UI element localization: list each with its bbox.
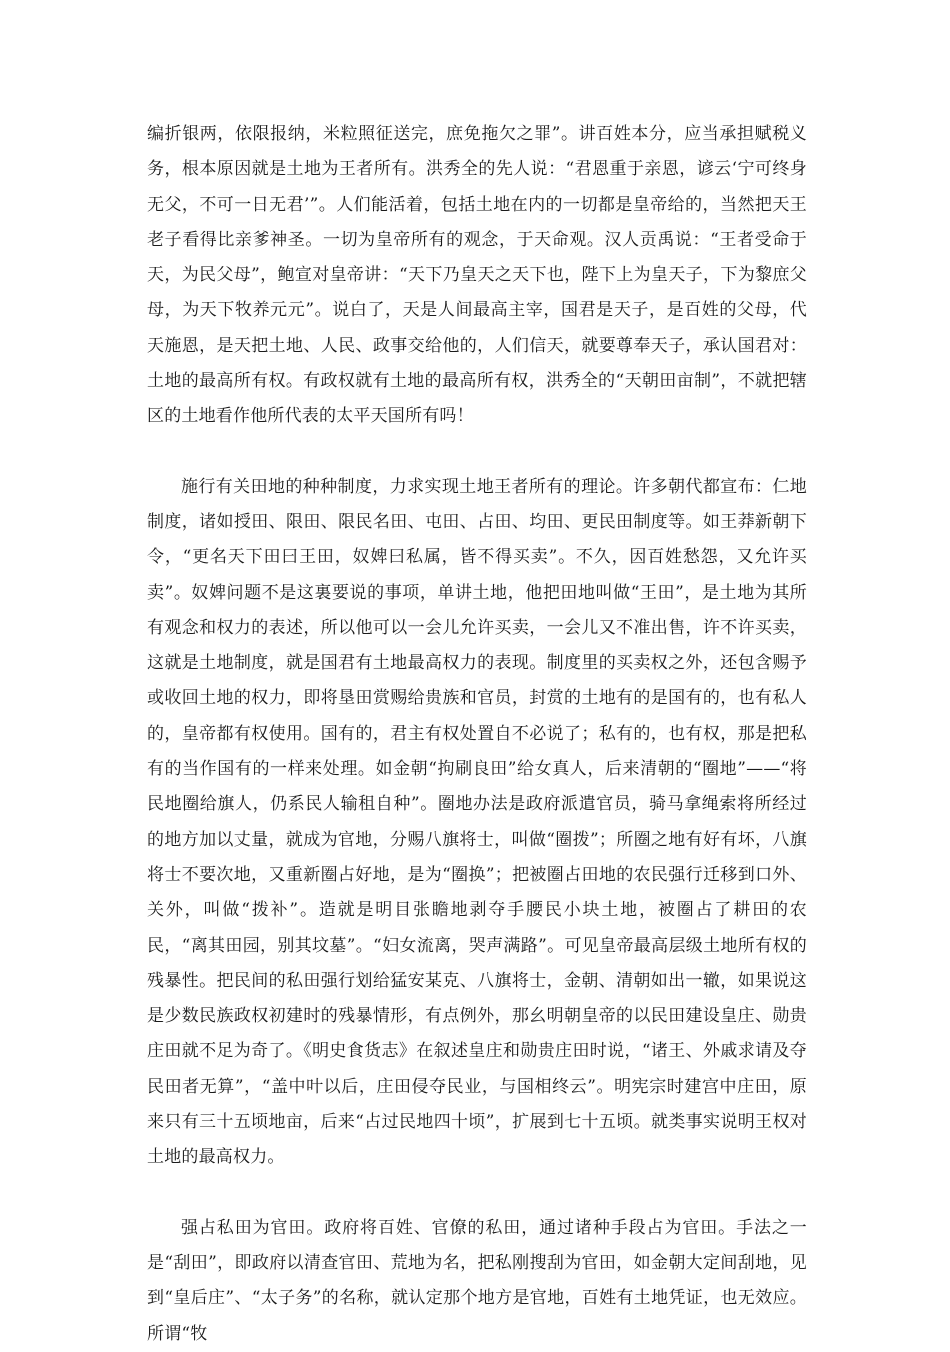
article-body (147, 117, 807, 1352)
paragraph-land-ownership-ideology: 编折银两，依限报纳，米粒照征送完，庶免拖欠之罪”。讲百姓本分，应当承担赋税义务，根本原因就是土地为王者所有。洪秀全的先人说：“君恩重于亲恩，谚云‘宁可终身无父，不可一日无君’”。人们能活着，包括土地在内的一切都是皇帝给的，当然把天王老子看得比亲爹神圣。一切为皇帝所有的观念，于天命观。汉人贡禹说：“王者受命于天，为民父母”，鲍宣对皇帝讲：“天下乃皇天之天下也，陛下上为皇天子，下为黎庶父母，为天下牧养元元”。说白了，天是人间最高主宰，国君是天子，是百姓的父母，代天施恩，是天把土地、人民、政事交给他的，人们信天，就要尊奉天子，承认国君对：土地的最高所有权。有政权就有土地的最高所有权，洪秀全的“天朝田亩制”，不就把辖区的土地看作他所代表的太平天国所有吗！ (147, 124, 807, 427)
paragraph-land-systems: 施行有关田地的种种制度，力求实现土地王者所有的理论。许多朝代都宣布：仁地制度，诸如授田、限田、限民名田、屯田、占田、均田、更民田制度等。如王莽新朝下令，“更名天下田曰王田，奴婢曰私属，皆不得买卖”。不久，因百姓愁怨，又允许买卖”。奴婢问题不是这裏要说的事项，单讲土地，他把田地叫做“王田”，是土地为其所有观念和权力的表述，所以他可以一会儿允许买卖，一会儿又不准出售，许不许买卖，这就是土地制度，就是国君有土地最高权力的表现。制度里的买卖权之外，还包含赐予或收回土地的权力，即将垦田赏赐给贵族和官员，封赏的土地有的是国有的，也有私人的，皇帝都有权使用。国有的，君主有权处置自不必说了；私有的，也有权，那是把私有的当作国有的一样来处理。如金朝“拘刷良田”给女真人，后来清朝的“圈地”——“将民地圈给旗人，仍系民人输租自种”。圈地办法是政府派遣官员，骑马拿绳索将所经过的地方加以丈量，就成为官地，分赐八旗将士，叫做“圈拨”；所圈之地有好有坏，八旗将士不要次地，又重新圈占好地，是为“圈换”；把被圈占田地的农民强行迁移到口外、关外，叫做“拨补”。造就是明目张瞻地剥夺手腰民小块土地，被圈占了耕田的农民，“离其田园，别其坟墓”。“妇女流离，哭声满路”。可见皇帝最高层级土地所有权的残暴性。把民间的私田强行划给猛安某克、八旗将士，金朝、清朝如出一辙，如果说这是少数民族政权初建时的残暴情形，有点例外，那幺明朝皇帝的以民田建设皇庄、勋贵庄田就不足为奇了。《明史食货志》在叙述皇庄和勋贵庄田时说，“诸王、外戚求请及夺民田者无算”，“盖中叶以后，庄田侵夺民业，与国相终云”。明宪宗时建宫中庄田，原来只有三十五顷地亩，后来“占过民地四十顷”，扩展到七十五顷。就类事实说明王权对土地的最高权力。 (147, 476, 807, 1168)
paragraph-seizure-of-private-land: 强占私田为官田。政府将百姓、官僚的私田，通过诸种手段占为官田。手法之一是“刮田”，即政府以清查官田、荒地为名，把私刚搜刮为官田，如金朝大定间刮地，见到“皇后庄”、“太子务”的名称，就认定那个地方是官地，百姓有土地凭证，也无效应。所谓“牧 (147, 1217, 807, 1344)
